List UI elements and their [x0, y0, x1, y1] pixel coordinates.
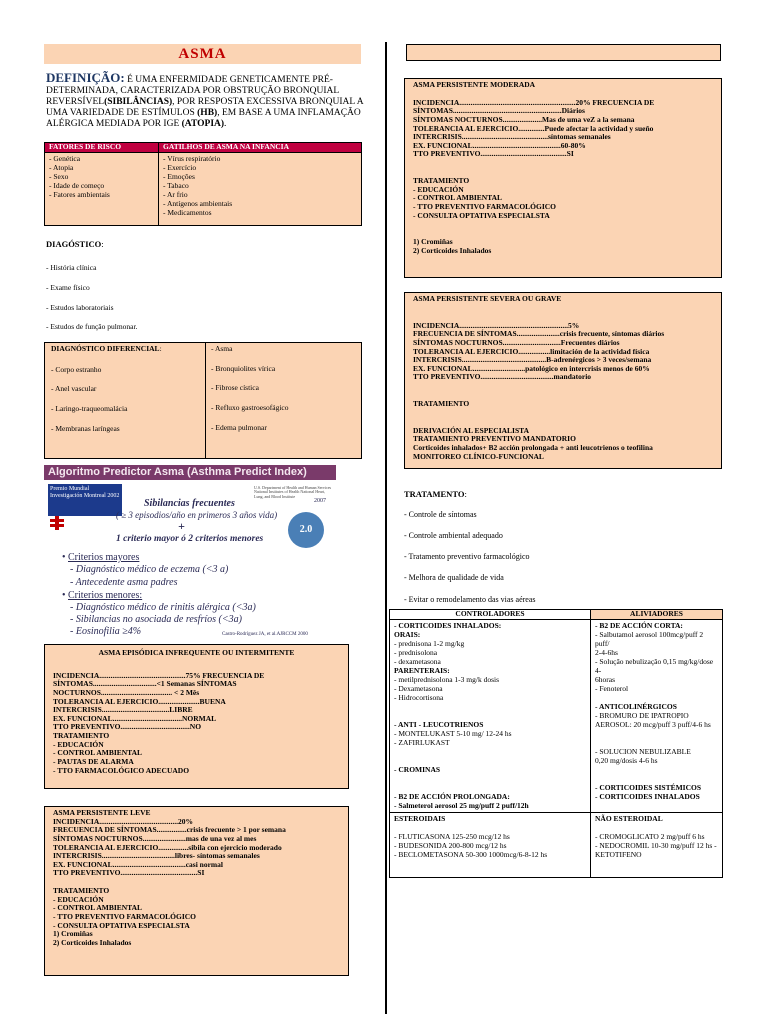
mayor-item: - Diagnóstico médico de eczema (<3 a) [70, 563, 229, 575]
definition-text-b: (SIBILÂNCIAS) [104, 97, 173, 107]
table-line [595, 738, 718, 747]
panel-line: - CONTROL AMBIENTAL [53, 748, 143, 758]
panel-line: INTERCRISIS.............................................B-adrenérgicos > 3 veces/semana [413, 355, 652, 365]
risk-factors-cell [45, 152, 159, 225]
list-item: - Anel vascular [51, 384, 97, 394]
panel-line: INCIDENCIA..............................................75% FRECUENCIA DE [53, 670, 265, 680]
panel-line: SÍNTOMAS..................................<1 Semanas SÍNTOMAS [53, 679, 237, 689]
panel-line: EX. FUNCIONAL...............................................60-80% [413, 140, 586, 150]
panel-line: FRECUENCIA DE SÍNTOMAS................crisis frecuente > 1 por semana [53, 825, 286, 835]
list-item: - Laringo-traqueomalácia [51, 403, 128, 413]
panel-line [413, 409, 713, 427]
table-line [394, 756, 586, 765]
definition-text-a: É UMA ENFERMIDADE GENETICAMENTE PRÉ-DETERMINADA, CARACTERIZADA POR OBSTRUÇÃO BRONQUIAL REVERSÍVEL [46, 75, 339, 107]
steroidal-cell [390, 812, 591, 877]
panel-line: TOLERANCIA AL EJERCICIO.................limitación de la actividad física [413, 346, 650, 356]
table-line: - MONTELUKAST 5-10 mg/ 12-24 hs [394, 728, 512, 738]
menores-heading: • Criterios menores: [62, 589, 143, 601]
risk-col-header: FATORES DE RISCO [45, 143, 159, 153]
panel-line [413, 220, 713, 238]
controllers-cell [390, 619, 591, 812]
sibilancias-sub: ( ≥ 3 episodios/año en primeros 3 años vida) [116, 509, 278, 520]
panel-line: EX. FUNCIONAL.......................................casi normal [53, 859, 223, 869]
panel-line [413, 159, 713, 177]
panel-lines [53, 672, 340, 776]
list-item: - Controle de síntomas [404, 509, 477, 519]
list-item: - Vírus respiratório [163, 153, 221, 163]
panel-line [413, 382, 713, 400]
panel-line: TOLERANCIA AL EJERCICIO......................BUENA [53, 696, 226, 706]
panel-line: 1) Cromiñas [53, 929, 93, 939]
panel-line: - TTO FARMACOLÓGICO ADECUADO [53, 765, 190, 775]
tratamento-section [404, 490, 724, 604]
table-line: ORAIS: [394, 629, 421, 639]
table-line [595, 765, 718, 774]
relievers-header: ALIVIADORES [591, 610, 723, 620]
panel-line [413, 304, 713, 322]
panel-line: TRATAMIENTO [413, 399, 470, 408]
panel-line: INTERCRISIS....................................LIBRE [53, 705, 193, 715]
panel-line: SÍNTOMAS NOCTURNOS.......................mas de una vez al mes [53, 833, 257, 843]
table-line [595, 774, 718, 783]
triggers-cell [159, 152, 362, 225]
panel-line: DERIVACIÓN AL ESPECIALISTA [413, 425, 530, 435]
list-item: - Fatores ambientais [49, 189, 110, 199]
table-line: - CORTICOIDES INHALADOS [595, 791, 700, 801]
panel-line: TTO PREVENTIVO..............................................SI [413, 149, 574, 159]
table-line: - Salmeterol aerosol 25 mg/puff 2 puff/12h [394, 800, 529, 810]
episodic-asthma-box [44, 644, 349, 789]
criterio-line: 1 criterio mayor ó 2 criterios menores [116, 533, 264, 544]
slide-title: Algoritmo Predictor Asma (Asthma Predict Index) [44, 465, 336, 480]
definition-text-d: (HB) [197, 108, 218, 118]
panel-line: - CONTROL AMBIENTAL [413, 193, 503, 203]
panel-line: - TTO PREVENTIVO FARMACOLÓGICO [413, 201, 556, 211]
list-item: - Emoções [163, 171, 195, 181]
sibilancias-text: Sibilancias frecuentes [144, 497, 235, 509]
table-line: - B2 DE ACCIÓN PROLONGADA: [394, 791, 510, 801]
panel-line: 1) Cromiñas [413, 237, 453, 247]
panel-line: - TTO PREVENTIVO FARMACOLÓGICO [53, 911, 196, 921]
table-line: - FLUTICASONA 125-250 mcg/12 hs [394, 831, 510, 841]
table-line: - NEDOCROMIL 10-30 mg/puff 12 hs - [595, 840, 717, 850]
panel-line: TTO PREVENTIVO.......................................mandatorio [413, 372, 592, 382]
table-line: - B2 DE ACCIÓN CORTA: [595, 620, 683, 630]
panel-line: TRATAMIENTO [53, 886, 110, 895]
list-item: - Genética [49, 153, 81, 163]
table-line: - CORTICOIDES SISTÉMICOS [595, 782, 702, 792]
mayores-heading: • Criterios mayores [62, 551, 140, 563]
panel-line: SÍNTOMAS NOCTURNOS.....................Mas de uma veZ a la semana [413, 114, 635, 124]
year-label: 2007 [314, 497, 326, 504]
right-header-bar [406, 44, 721, 61]
table-line [595, 693, 718, 702]
table-line: PARENTERAIS: [394, 665, 450, 675]
panel-line: INCIDENCIA..........................................................5% [413, 320, 580, 330]
panel-title: ASMA EPISÓDICA INFREQUENTE OU INTERMITENTE [98, 648, 295, 657]
table-line: AEROSOL: 20 mcg/puff 3 puff/4-6 hs [595, 719, 711, 729]
list-item: - Corpo estranho [51, 364, 102, 374]
table-line [595, 823, 718, 832]
red-cross-icon [50, 516, 64, 530]
definition-text-f: (ATOPIA) [181, 119, 225, 129]
non-steroidal-cell [591, 812, 723, 877]
panel-line: TRATAMIENTO [413, 176, 470, 185]
table-subheader: NÃO ESTEROIDAL [595, 813, 663, 823]
table-line: - prednisona 1-2 mg/kg [394, 638, 465, 648]
list-item: - Medicamentos [163, 207, 212, 217]
panel-line: 2) Corticoides Inhalados [413, 245, 492, 255]
table-line: - BROMURO DE IPATROPIO [595, 710, 689, 720]
citation: Castro-Rodríguez JA, et al.AJRCCM 2000 [222, 631, 308, 637]
panel-line: SÍNTOMAS NOCTURNOS...............................Frecuentes diários [413, 337, 620, 347]
table-line: - ANTICOLINÉRGICOS [595, 701, 677, 711]
list-item: - Fibrose cística [211, 383, 259, 393]
panel-line: INTERCRISIS.......................................libres- síntomas semanales [53, 851, 260, 861]
panel-title: ASMA PERSISTENTE SEVERA OU GRAVE [413, 294, 562, 303]
panel-line: TRATAMIENTO PREVENTIVO MANDATORIO [413, 434, 576, 444]
table-line [394, 747, 586, 756]
table-line: - dexametasona [394, 656, 441, 666]
list-item: - Estudos laboratoriais [46, 303, 114, 312]
panel-line: INCIDENCIA..........................................20% [53, 816, 194, 826]
panel-lines [53, 818, 340, 948]
table-line: - metilprednisolona 1-3 mg/k dosis [394, 674, 499, 684]
panel-line: EX. FUNCIONAL.....................................NORMAL [53, 713, 217, 723]
table-line: - Dexametasona [394, 683, 443, 693]
list-item: - Refluxo gastroesofágico [211, 402, 289, 412]
list-item: - Antígenos ambientais [163, 198, 233, 208]
list-item: - Idade de começo [49, 180, 105, 190]
panel-line: MONITOREO CLÍNICO-FUNCIONAL [413, 451, 544, 461]
circle-logo: 2.0 [288, 512, 324, 548]
panel-line: INCIDENCIA..............................................................20% FRECUENCIA DE [413, 97, 655, 107]
risk-factors-table [44, 142, 362, 226]
table-line [394, 783, 586, 792]
table-line [394, 774, 586, 783]
panel-lines [413, 90, 713, 256]
differential-heading: DIAGNÓSTICO DIFERENCIAL: [51, 344, 162, 353]
table-line [595, 729, 718, 738]
panel-line: TTO PREVENTIVO.........................................SI [53, 868, 205, 878]
list-item: - Bronquiolites vírica [211, 363, 276, 373]
table-line: - prednisolona [394, 647, 438, 657]
diagnostico-heading: DIAGÓSTICO: [46, 239, 104, 249]
list-item: - História clínica [46, 263, 97, 272]
panel-line: - CONTROL AMBIENTAL [53, 903, 143, 913]
table-subheader: ESTEROIDAIS [394, 813, 446, 823]
table-line: KETOTIFENO [595, 849, 642, 859]
panel-line: FRECUENCIA DE SÍNTOMAS.......................crisis frecuente, síntomas diários [413, 329, 665, 339]
panel-line: - EDUCACIÓN [53, 894, 104, 904]
controllers-header: CONTROLADORES [390, 610, 591, 620]
panel-line: SÍNTOMAS..........................................................Diários [413, 106, 585, 116]
severe-persistent-box [404, 292, 722, 469]
list-item: - Tabaco [163, 180, 189, 190]
table-line: - SOLUCION NEBULIZABLE [595, 746, 691, 756]
list-item: - Sexo [49, 171, 69, 181]
panel-line: NOCTURNOS...................................... < 2 Mês [53, 687, 200, 697]
menor-item: - Eosinofilia ≥4% [70, 625, 142, 637]
table-line: - CORTICOIDES INHALADOS: [394, 620, 502, 630]
panel-line: - CONSULTA OPTATIVA ESPECIALSTA [53, 920, 190, 930]
table-line: - ZAFIRLUKAST [394, 737, 450, 747]
panel-line: - EDUCACIÓN [53, 739, 104, 749]
definition-text-g: . [224, 119, 227, 129]
definition-head: DEFINIÇÃO: [46, 70, 125, 85]
list-item: - Melhora de qualidade de vida [404, 573, 504, 583]
relievers-cell [591, 619, 723, 812]
panel-line: TOLERANCIA AL EJERCICIO................sibila con ejercicio moderado [53, 842, 282, 852]
table-line: 6horas [595, 674, 615, 684]
menor-item: - Sibilancias no asociada de resfríos (<3a) [70, 613, 242, 625]
list-item: - Asma [211, 344, 233, 353]
controllers-relievers-table [389, 609, 723, 878]
table-line: - Hidrocortisona [394, 692, 444, 702]
panel-line: - EDUCACIÓN [413, 184, 464, 194]
award-logo: Premio Mundial Investigación Montreal 2002 [48, 484, 122, 516]
list-item: - Evitar o remodelamento das vias aéreas [404, 594, 536, 604]
panel-line: TOLERANCIA AL EJERCICIO..............Puede afectar la actividad y sueño [413, 123, 654, 133]
list-item: - Exercício [163, 162, 197, 172]
panel-line: - PAUTAS DE ALARMA [53, 756, 134, 766]
list-item: - Edema pulmonar [211, 422, 267, 432]
gov-logo-text: U.S. Department of Health and Human Services National Institutes of Health National Heart, Lung, and Blood Institute [254, 484, 332, 499]
table-line: - BECLOMETASONA 50-300 1000mcg/6-8-12 hs [394, 849, 548, 859]
table-line [394, 823, 586, 832]
column-divider [385, 42, 387, 1014]
mayor-item: - Antecedente asma padres [70, 576, 178, 588]
panel-line: EX. FUNCIONAL............................patológico en intercrisis menos de 60% [413, 363, 650, 373]
definition-text-e: , EM BASE A UMA INFLAMAÇÃO ALÉRGICA MEDIADA POR IGE [46, 108, 361, 129]
list-item: - Estudos de função pulmonar. [46, 322, 138, 331]
table-line: 2-4-6hs [595, 647, 618, 657]
panel-line: INTERCRISIS..............................................síntomas semanales [413, 132, 611, 142]
list-item: - Ar frio [163, 189, 188, 199]
panel-title: ASMA PERSISTENTE MODERADA [413, 80, 536, 89]
table-line: - ANTI - LEUCOTRIENOS [394, 719, 484, 729]
list-item: - Tratamento preventivo farmacológico [404, 552, 530, 562]
panel-line: 2) Corticoides Inhalados [53, 937, 132, 947]
panel-title: ASMA PERSISTENTE LEVE [53, 808, 151, 817]
list-item: - Controle ambiental adequado [404, 530, 503, 540]
menor-item: - Diagnóstico médico de rinitis alérgica (<3a) [70, 601, 256, 613]
panel-lines [413, 304, 713, 462]
asthma-predictor-slide [44, 465, 336, 635]
table-line: - CROMOGLICATO 2 mg/puff 6 hs [595, 831, 705, 841]
list-item: - Atopia [49, 162, 74, 172]
panel-line: Corticoides inhalados+ B2 acción prolongada + anti leucotrienos o teofilina [413, 442, 653, 452]
list-item: - Exame físico [46, 283, 90, 292]
table-line: - CROMINAS [394, 764, 441, 774]
plus-sign: + [178, 518, 185, 533]
table-line [394, 702, 586, 711]
list-item: - Membranas laríngeas [51, 423, 120, 433]
panel-line: TTO PREVENTIVO.....................................NO [53, 722, 202, 732]
table-line [394, 711, 586, 720]
table-line: - Salbutamol aerosol 100mcg/puff 2 puff/ [595, 629, 704, 648]
mild-persistent-box [44, 806, 349, 976]
panel-line: - CONSULTA OPTATIVA ESPECIALSTA [413, 210, 550, 220]
table-line: - Fenoterol [595, 683, 629, 693]
panel-line: TRATAMIENTO [53, 731, 110, 740]
differential-diagnosis-box [44, 342, 362, 459]
tratamento-heading: TRATAMENTO: [404, 489, 467, 499]
table-line: - Solução nebulização 0,15 mg/kg/dose 4- [595, 656, 714, 675]
definition-text-c: , POR RESPOSTA EXCESSIVA BRONQUIAL A UMA VARIEDADE DE ESTÍMULOS [46, 97, 364, 118]
table-line: 0,20 mg/dosis 4-6 hs [595, 755, 658, 765]
page-title: ASMA [44, 44, 361, 64]
moderate-persistent-box [404, 78, 722, 278]
triggers-col-header: GATILHOS DE ASMA NA INFANCIA [159, 143, 362, 153]
definition-paragraph [46, 72, 364, 130]
table-line: - BUDESONIDA 200-800 mcg/12 hs [394, 840, 507, 850]
